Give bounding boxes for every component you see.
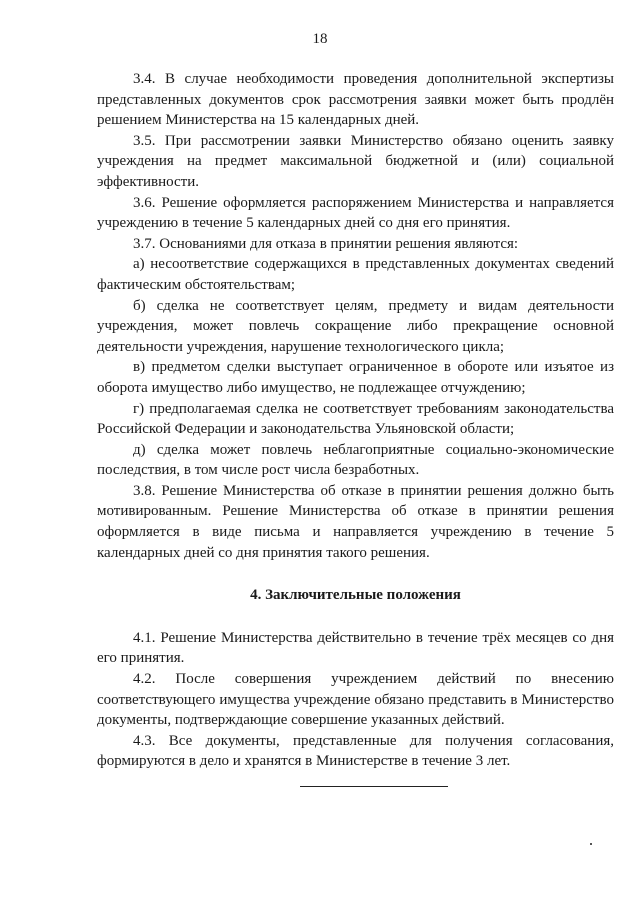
paragraph-3-7: 3.7. Основаниями для отказа в принятии решения являются: (133, 235, 519, 252)
paragraph-3-4: 3.4. В случае необходимости проведения дополнительной экспертизы представленных документов срок рассмотрения заявки может быть продлён решением Министерства на 15 календарных дней. (97, 71, 614, 129)
scan-speck (590, 843, 592, 845)
paragraph-3-8: 3.8. Решение Министерства об отказе в принятии решения должно быть мотивированным. Решение Министерства об отказе в принятии решения оформляется в виде письма и направляется учреждению в течение 5 календарных дней со дня принятия такого решения. (97, 482, 614, 561)
section-title: 4. Заключительные положения (250, 587, 461, 604)
list-item-a: а) несоответствие содержащихся в представленных документах сведений фактическим обстоятельствам; (97, 256, 614, 293)
document-body (97, 69, 614, 772)
paragraph-3-6: 3.6. Решение оформляется распоряжением Министерства и направляется учреждению в течение 5 календарных дней со дня его принятия. (97, 194, 614, 232)
closing-divider-line (300, 786, 448, 787)
list-item-v: в) предметом сделки выступает ограниченное в обороте или изъятое из оборота имущество либо имущество, не подлежащее отчуждению; (97, 359, 614, 396)
paragraph-4-3: 4.3. Все документы, представленные для получения согласования, формируются в дело и хранятся в Министерстве в течение 3 лет. (97, 732, 614, 770)
paragraph-3-5: 3.5. При рассмотрении заявки Министерство обязано оценить заявку учреждения на предмет максимальной бюджетной и (или) социальной эффективности. (97, 132, 614, 190)
page-number: 18 (312, 31, 328, 47)
list-item-b: б) сделка не соответствует целям, предмету и видам деятельности учреждения, может повлечь сокращение либо прекращение основной деятельности учреждения, нарушение технологического цикла; (97, 297, 614, 355)
paragraph-4-2: 4.2. После совершения учреждением действий по внесению соответствующего имущества учреждение обязано представить в Министерство документы, подтверждающие совершение указанных действий. (97, 671, 614, 729)
paragraph-4-1: 4.1. Решение Министерства действительно в течение трёх месяцев со дня его принятия. (97, 629, 614, 667)
list-item-d: д) сделка может повлечь неблагоприятные социально-экономические последствия, в том числе рост числа безработных. (97, 441, 614, 479)
list-item-g: г) предполагаемая сделка не соответствует требованиям законодательства Российской Федерации и законодательства Ульяновской области; (97, 400, 614, 438)
